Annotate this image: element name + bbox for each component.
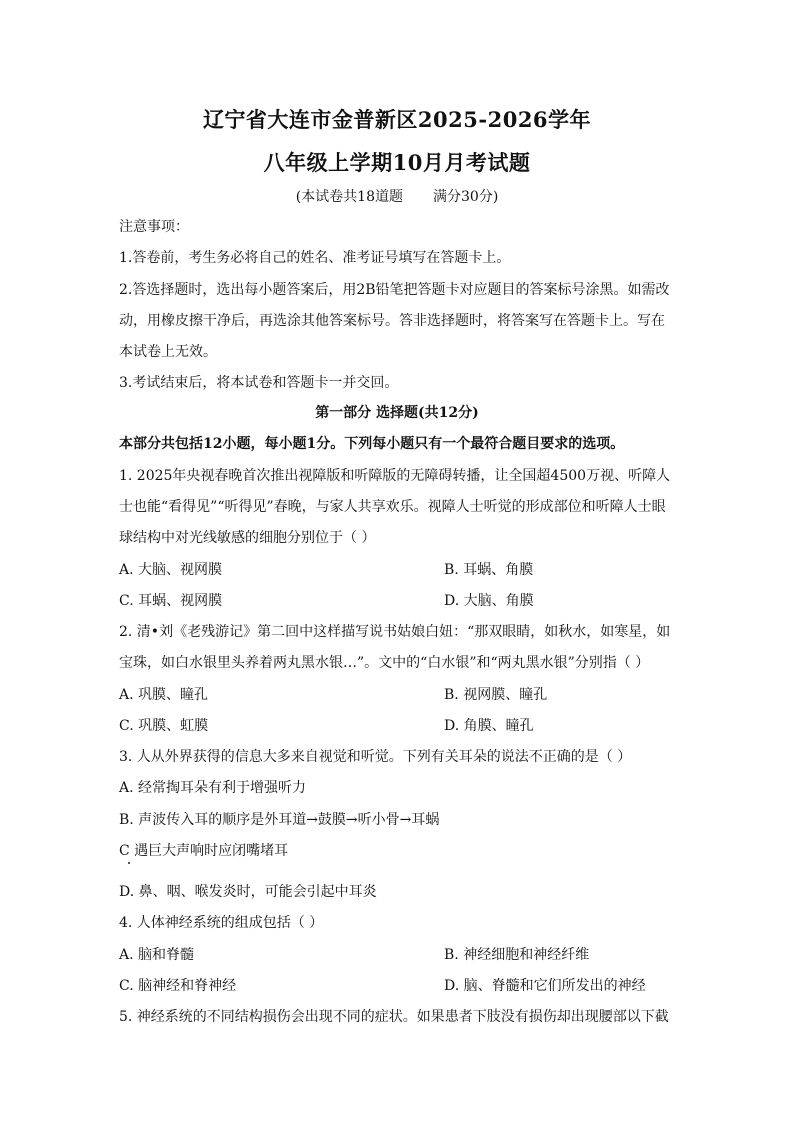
q3-option-d: D. 鼻、咽、喉发炎时，可能会引起中耳炎 <box>119 884 377 900</box>
note-1: 1.答卷前，考生务必将自己的姓名、准考证号填写在答题卡上。 <box>119 250 511 266</box>
q2-line2: 宝珠，如白水银里头养着两丸黑水银…”。文中的“白水银”和“两丸黑水银”分别指（ ） <box>119 655 650 671</box>
q2-line1: 2. 清•刘《老残游记》第二回中这样描写说书姑娘白妞：“那双眼睛，如秋水，如寒星，如 <box>119 624 671 640</box>
q2-option-d: D. 角膜、瞳孔 <box>444 718 534 734</box>
q1-line2: 士也能“看得见”“听得见”春晚，与家人共享欢乐。视障人士听觉的形成部位和听障人士眼 <box>119 499 666 515</box>
q1-line3: 球结构中对光线敏感的细胞分别位于（ ） <box>119 530 376 546</box>
q3-option-c: C 遇巨大声响时应闭嘴堵耳 <box>119 843 289 859</box>
exam-subtitle <box>0 186 794 206</box>
q2-option-b: B. 视网膜、瞳孔 <box>444 687 548 703</box>
q4-option-a: A. 脑和脊髓 <box>119 947 195 963</box>
q1-option-b: B. 耳蜗、角膜 <box>444 562 534 578</box>
exam-title-line1: 辽宁省大连市金普新区2025-2026学年 <box>202 107 592 132</box>
q3-line1: 3. 人从外界获得的信息大多来自视觉和听觉。下列有关耳朵的说法不正确的是（ ） <box>119 749 632 765</box>
note-2-line3: 本试卷上无效。 <box>119 344 217 360</box>
q4-option-d: D. 脑、脊髓和它们所发出的神经 <box>444 978 646 994</box>
q4-option-c: C. 脑神经和脊神经 <box>119 978 237 994</box>
q3-option-b: B. 声波传入耳的顺序是外耳道→鼓膜→听小骨→耳蜗 <box>119 812 440 828</box>
stray-dot-mark <box>128 862 130 864</box>
section-instruction: 本部分共包括12小题，每小题1分。下列每小题只有一个最符合题目要求的选项。 <box>119 436 625 452</box>
full-score: 满分30分) <box>433 189 499 205</box>
q1-option-a: A. 大脑、视网膜 <box>119 562 223 578</box>
q4-option-b: B. 神经细胞和神经纤维 <box>444 947 590 963</box>
q1-line1: 1. 2025年央视春晚首次推出视障版和听障版的无障碍转播，让全国超4500万视、听障人 <box>119 468 671 484</box>
q3-option-a: A. 经常掏耳朵有利于增强听力 <box>119 780 307 796</box>
q1-option-c: C. 耳蜗、视网膜 <box>119 593 223 609</box>
exam-title-line2: 八年级上学期10月月考试题 <box>263 150 531 175</box>
question-count: (本试卷共18道题 <box>295 189 403 205</box>
q2-option-a: A. 巩膜、瞳孔 <box>119 687 209 703</box>
q5-line1: 5. 神经系统的不同结构损伤会出现不同的症状。如果患者下肢没有损伤却出现腰部以下截 <box>119 1009 669 1025</box>
q2-option-c: C. 巩膜、虹膜 <box>119 718 209 734</box>
note-3: 3.考试结束后，将本试卷和答题卡一并交回。 <box>119 375 399 391</box>
notes-heading: 注意事项： <box>119 219 189 235</box>
section-heading: 第一部分 选择题(共12分) <box>315 405 479 421</box>
q1-option-d: D. 大脑、角膜 <box>444 593 534 609</box>
note-2-line1: 2.答选择题时，选出每小题答案后，用2B铅笔把答题卡对应题目的答案标号涂黑。如需改 <box>119 282 670 298</box>
q4-line1: 4. 人体神经系统的组成包括（ ） <box>119 915 324 931</box>
note-2-line2: 动，用橡皮擦干净后，再选涂其他答案标号。答非选择题时，将答案写在答题卡上。写在 <box>119 313 665 329</box>
